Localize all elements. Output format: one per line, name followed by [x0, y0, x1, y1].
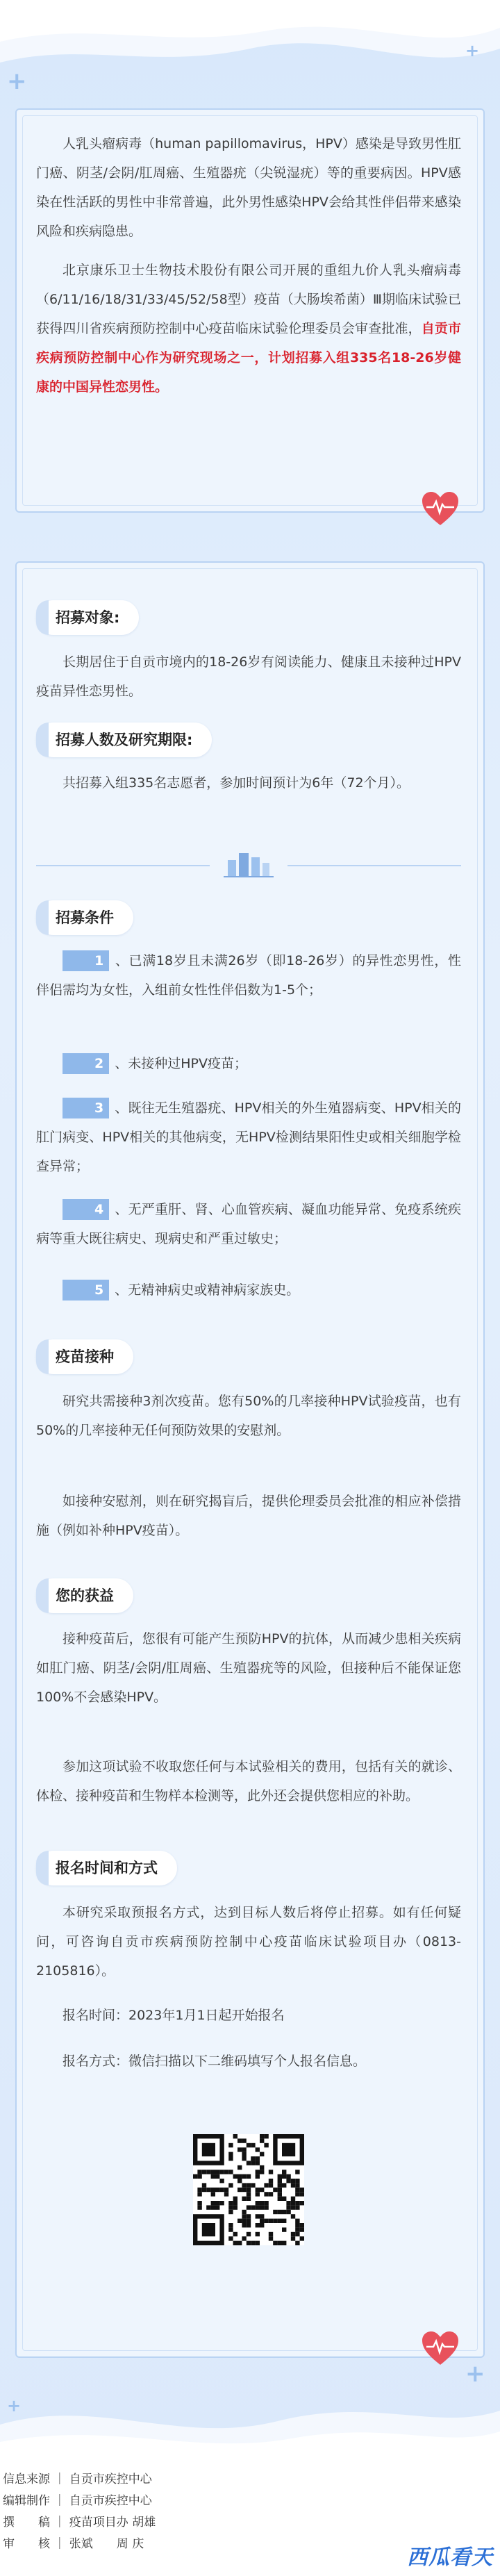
condition-item-5: 5 、无精神病史或精神病家族史。 — [36, 1275, 461, 1305]
target-text: 长期居住于自贡市境内的18-26岁有阅读能力、健康且未接种过HPV疫苗异性恋男性。 — [36, 654, 461, 699]
condition-number: 2 — [62, 1053, 109, 1074]
condition-number: 4 — [62, 1199, 109, 1220]
credit-line: 编辑制作 ｜ 自贡市疾控中心 — [3, 2494, 152, 2508]
watermark-logo: 西瓜看天 — [407, 2545, 493, 2570]
plus-icon: + — [465, 41, 480, 60]
signup-method: 报名方式：微信扫描以下二维码填写个人报名信息。 — [62, 2054, 367, 2069]
credit-line: 信息来源 ｜ 自贡市疾控中心 — [3, 2472, 152, 2486]
credit-line: 撰 稿 ｜ 疫苗项目办 胡雄 — [3, 2516, 156, 2529]
divider-building-icon — [36, 848, 461, 884]
plus-icon: + — [7, 2396, 22, 2416]
top-wave-decoration — [0, 0, 500, 83]
intro-highlight: 自贡市疾病预防控制中心作为研究现场之一，计划招募入组335名18-26岁健康的中国异性恋男性。 — [36, 321, 461, 395]
vaccine-paragraph-1: 研究共需接种3剂次疫苗。您有50%的几率接种HPV试验疫苗，也有50%的几率接种无任何预防效果的安慰剂。 — [36, 1394, 461, 1438]
signup-time: 报名时间：2023年1月1日起开始报名 — [62, 2008, 285, 2023]
heart-pulse-icon — [421, 2330, 460, 2366]
condition-item-2: 2 、未接种过HPV疫苗； — [36, 1049, 461, 1078]
credits-block — [3, 2469, 419, 2555]
main-card — [15, 561, 485, 2358]
section-tag-conditions: 招募条件 — [36, 900, 133, 935]
bottom-wave-decoration — [0, 2383, 500, 2459]
condition-number: 5 — [62, 1280, 109, 1301]
signup-paragraph-1: 本研究采取预报名方式，达到目标人数后将停止招募。如有任何疑问，可咨询自贡市疾病预防控制中心疫苗临床试验项目办（0813-2105816）。 — [36, 1905, 461, 1979]
intro-paragraph-2: 北京康乐卫士生物技术股份有限公司开展的重组九价人乳头瘤病毒（6/11/16/18/31/33/45/52/58型）疫苗（大肠埃希菌）Ⅲ期临床试验已获得四川省疾病预防控制中心疫苗临床试验伦理委员会审查批准，自贡市疾病预防控制中心作为研究现场之一，计划招募入组335名18-26岁健康的中国异性恋男性。 — [36, 263, 461, 395]
intro-paragraph-1: 人乳头瘤病毒（human papillomavirus，HPV）感染是导致男性肛门癌、阴茎/会阴/肛周癌、生殖器疣（尖锐湿疣）等的重要病因。HPV感染在性活跃的男性中非常普遍，此外男性感染HPV会给其性伴侣带来感染风险和疾病隐患。 — [36, 136, 461, 239]
plus-icon: + — [465, 2360, 485, 2388]
section-tag-vaccine: 疫苗接种 — [36, 1339, 133, 1374]
vaccine-paragraph-2: 如接种安慰剂，则在研究揭盲后，提供伦理委员会批准的相应补偿措施（例如补种HPV疫苗）。 — [36, 1494, 461, 1538]
plus-icon: + — [7, 67, 27, 95]
heart-pulse-icon — [421, 490, 460, 527]
count-text: 共招募入组335名志愿者，参加时间预计为6年（72个月）。 — [62, 775, 410, 791]
benefit-paragraph-1: 接种疫苗后，您很有可能产生预防HPV的抗体，从而减少患相关疾病如肛门癌、阴茎/会阴/肛周癌、生殖器疣等的风险，但接种后不能保证您100%不会感染HPV。 — [36, 1631, 461, 1705]
condition-item-1: 1 、已满18岁且未满26岁（即18-26岁）的异性恋男性，性伴侣需均为女性，入组前女性性伴侣数为1-5个； — [36, 946, 461, 1005]
condition-item-4: 4 、无严重肝、肾、心血管疾病、凝血功能异常、免疫系统疾病等重大既往病史、现病史和严重过敏史； — [36, 1195, 461, 1253]
condition-number: 3 — [62, 1098, 109, 1118]
qr-code[interactable] — [193, 2134, 304, 2245]
section-tag-count: 招募人数及研究期限: — [36, 723, 212, 757]
section-tag-target: 招募对象: — [36, 600, 139, 635]
condition-item-3: 3 、既往无生殖器疣、HPV相关的外生殖器病变、HPV相关的肛门病变、HPV相关的其他病变，无HPV检测结果阳性史或相关细胞学检查异常； — [36, 1093, 461, 1181]
condition-number: 1 — [62, 950, 109, 971]
section-tag-benefit: 您的获益 — [36, 1578, 133, 1613]
benefit-paragraph-2: 参加这项试验不收取您任何与本试验相关的费用，包括有关的就诊、体检、接种疫苗和生物样本检测等，此外还会提供您相应的补助。 — [36, 1759, 461, 1803]
credit-line: 审 核 ｜ 张斌 周 庆 — [3, 2537, 144, 2551]
section-tag-signup: 报名时间和方式 — [36, 1851, 177, 1885]
